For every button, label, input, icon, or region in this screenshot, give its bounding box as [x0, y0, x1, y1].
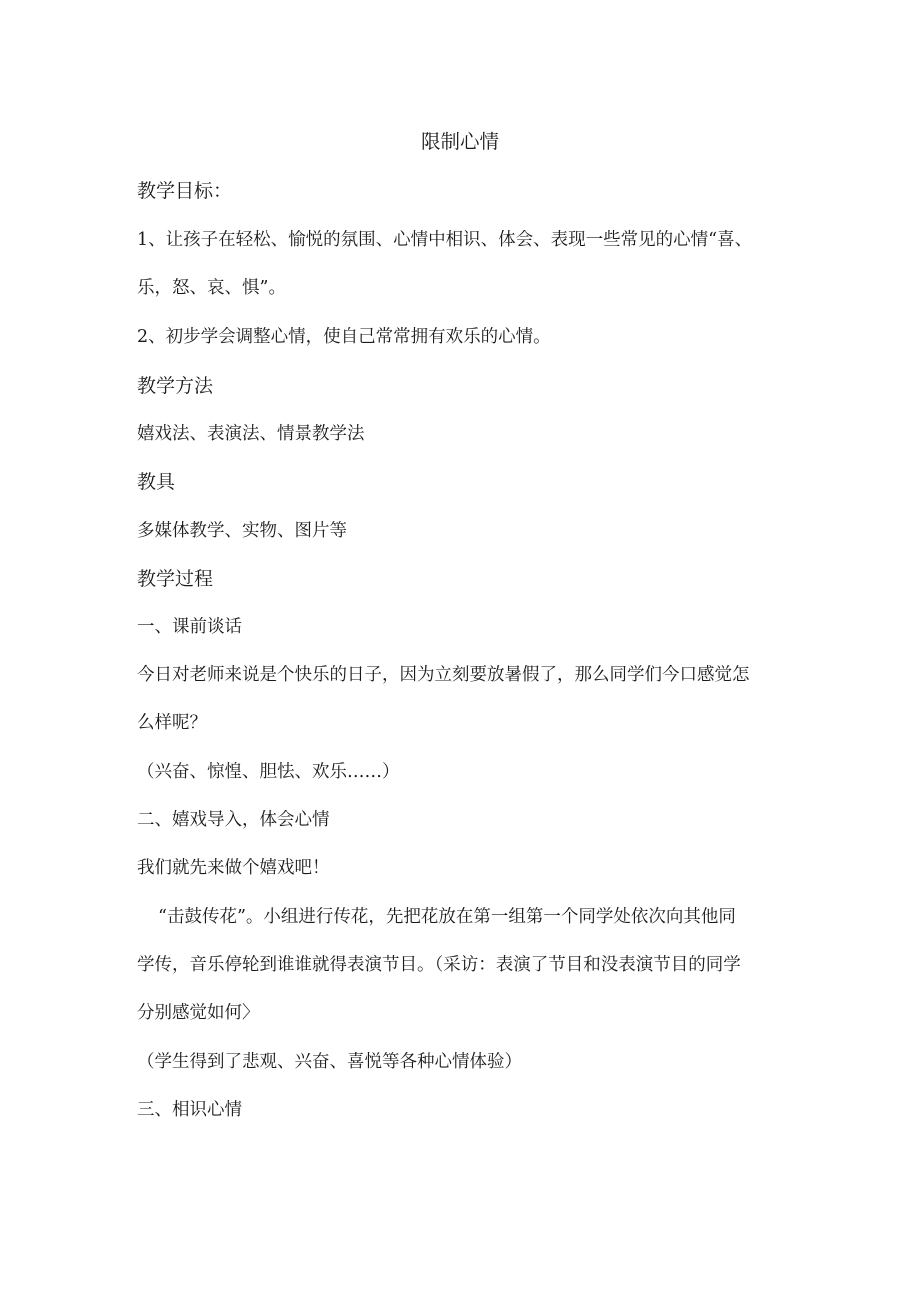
- section-1-line-2: 么样呢？: [137, 713, 207, 733]
- section-2-para-line-1: “击鼓传花”。小组进行传花，先把花放在第一组第一个同学处依次向其他同: [158, 907, 736, 927]
- tools-text: 多媒体教学、实物、图片等: [137, 521, 347, 541]
- section-2-para-line-3: 分别感觉如何〉: [137, 1003, 260, 1023]
- section-1-note: （兴奋、惊惶、胆怯、欢乐……）: [137, 762, 400, 782]
- section-1-line-1: 今日对老师来说是个快乐的日子，因为立刻要放暑假了，那么同学们今口感觉怎: [137, 665, 750, 685]
- methods-text: 嬉戏法、表演法、情景教学法: [137, 424, 365, 444]
- objective-1-line-1: 1、让孩子在轻松、愉悦的氛围、心情中相识、体会、表现一些常见的心情“喜、: [137, 230, 753, 250]
- objective-1-line-2: 乐，怒、哀、惧”。: [137, 278, 286, 298]
- methods-heading: 教学方法: [137, 375, 214, 397]
- objective-2: 2、初步学会调整心情，使自己常常拥有欢乐的心情。: [137, 327, 551, 347]
- section-3-heading: 三、相识心情: [137, 1100, 242, 1120]
- process-heading: 教学过程: [137, 568, 214, 590]
- document-title: 限制心情: [420, 130, 499, 153]
- section-2-note: （学生得到了悲观、兴奋、喜悦等各种心情体验）: [137, 1052, 522, 1072]
- section-2-intro: 我们就先来做个嬉戏吧！: [137, 858, 330, 878]
- section-1-heading: 一、课前谈话: [137, 617, 242, 637]
- tools-heading: 教具: [137, 471, 176, 493]
- objectives-heading: 教学目标：: [137, 180, 233, 202]
- section-2-para-line-2: 学传，音乐停轮到谁谁就得表演节目。（采访：表演了节目和没表演节目的同学: [137, 955, 741, 975]
- section-2-heading: 二、嬉戏导入，体会心情: [137, 810, 330, 830]
